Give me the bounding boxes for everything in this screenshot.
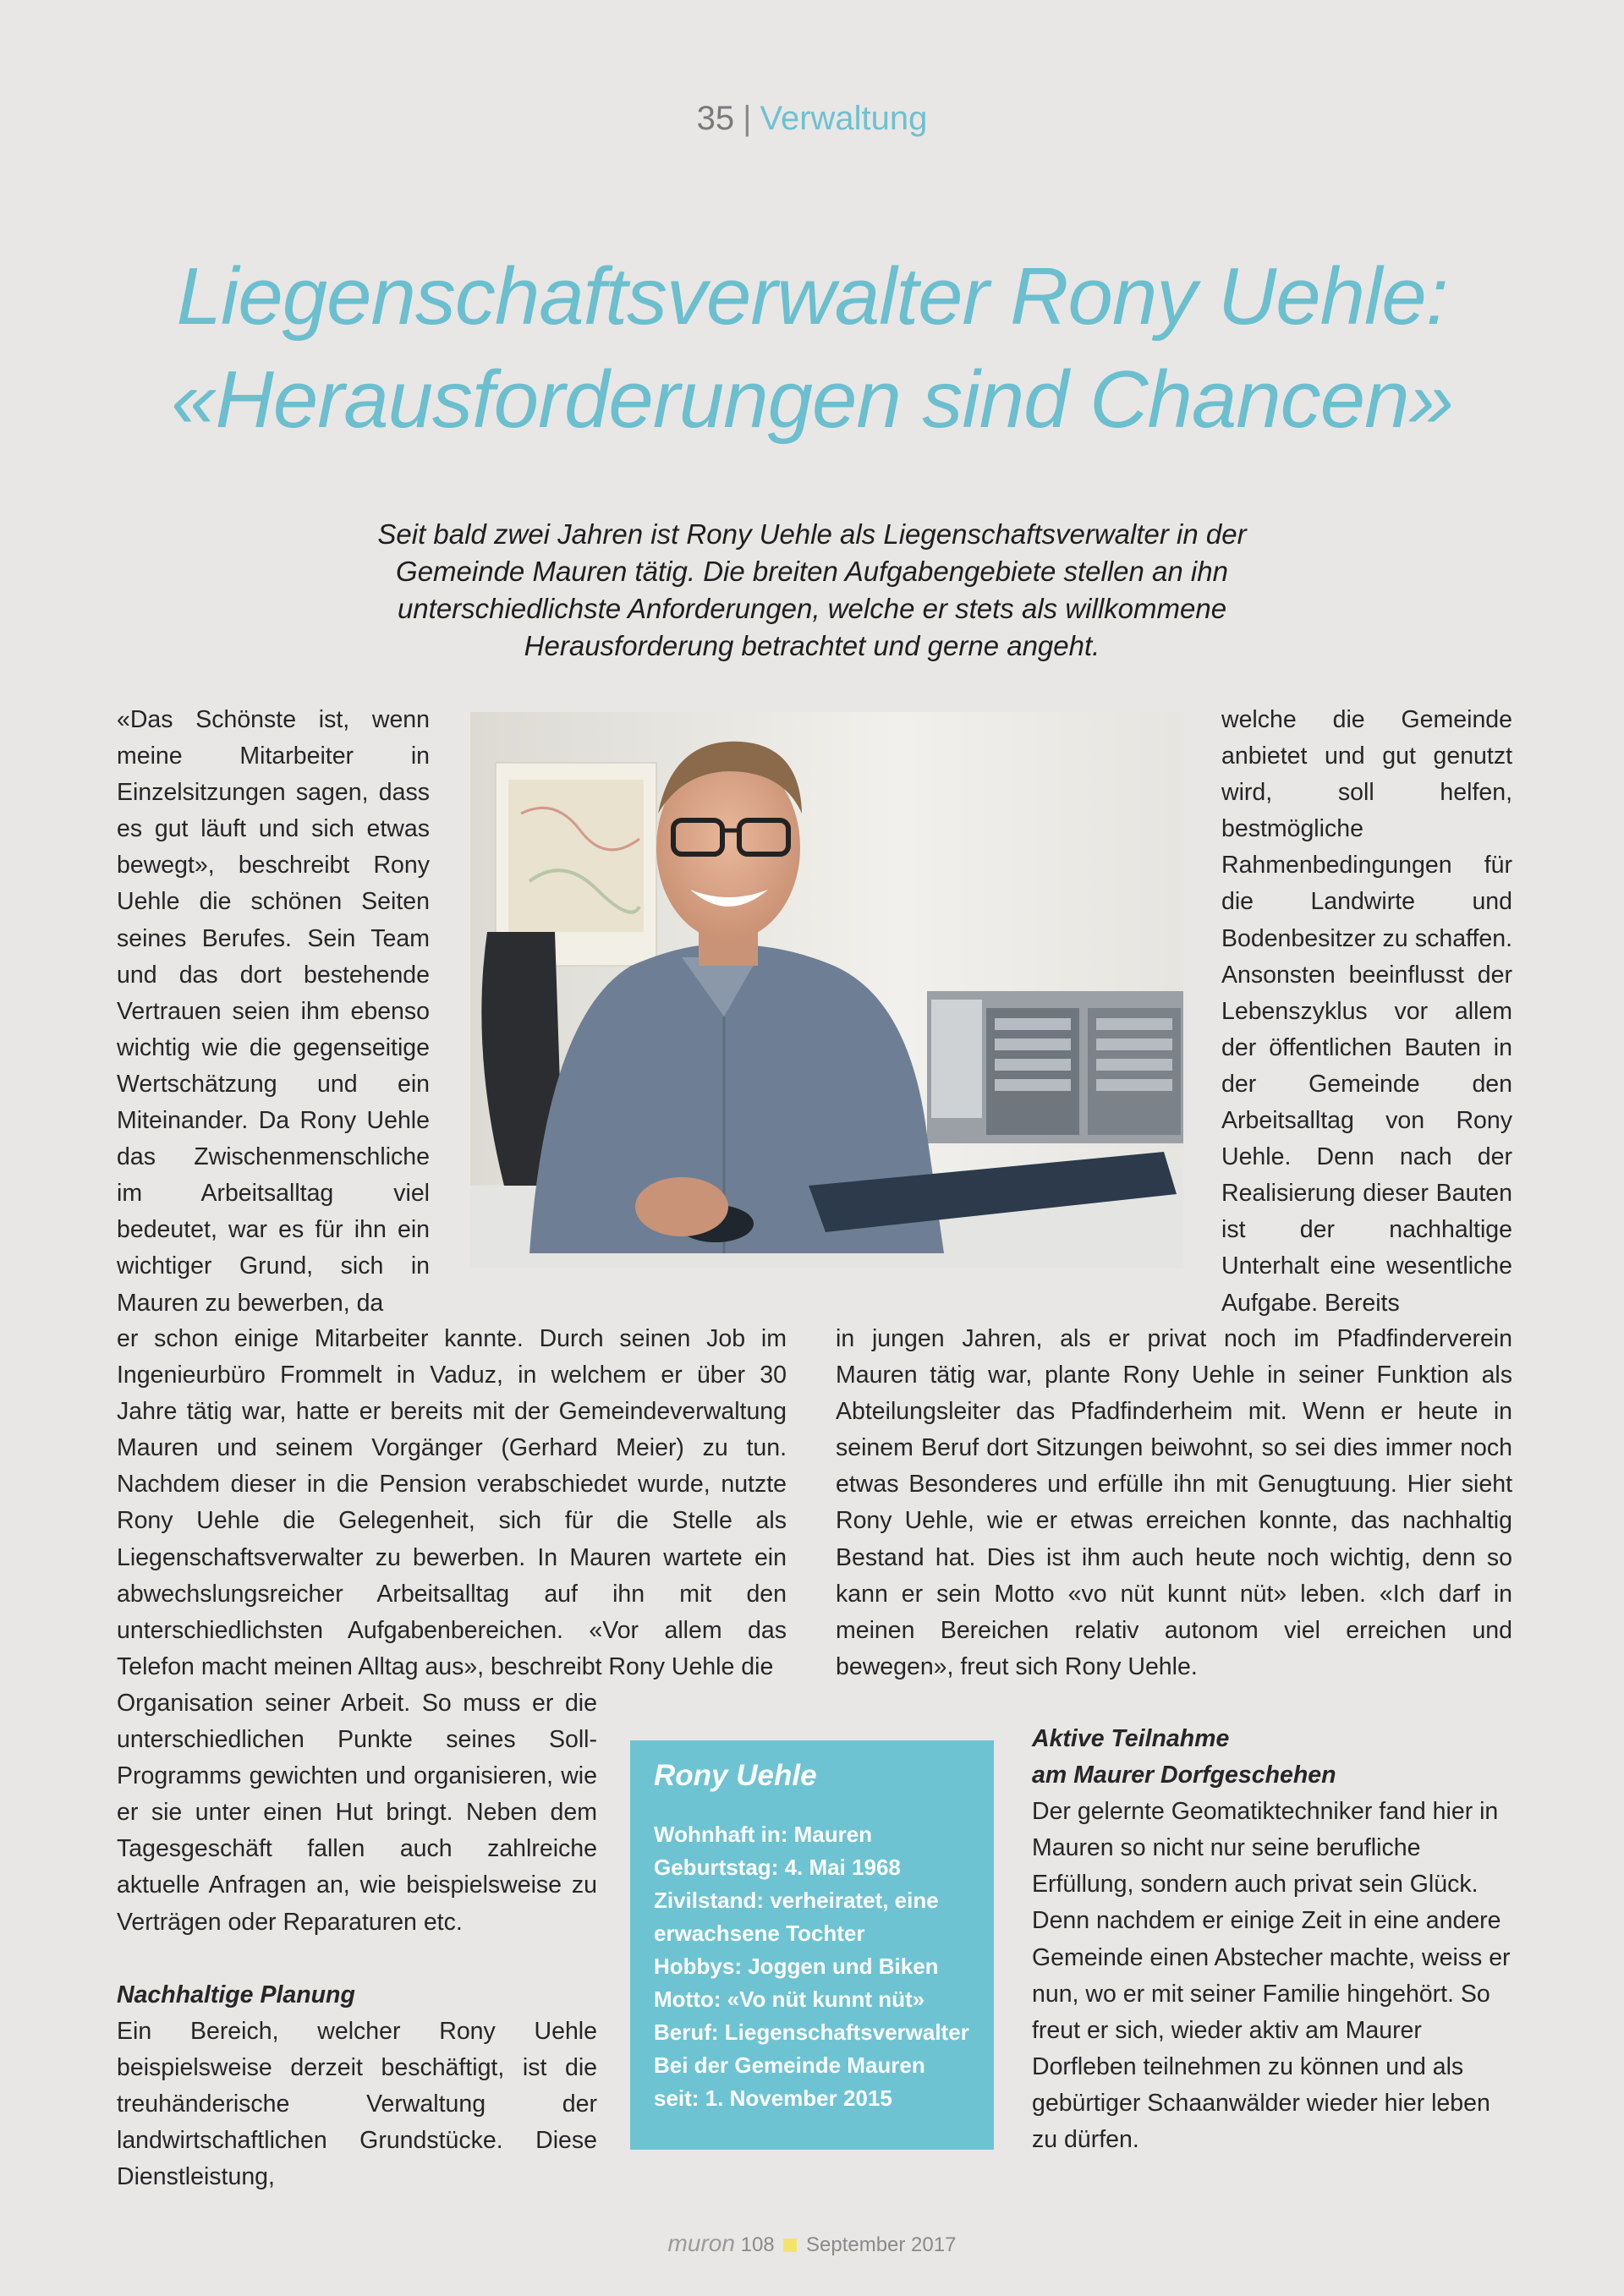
title-line-2: «Herausforderungen sind Chancen» [171, 354, 1453, 445]
article-wide-left [117, 1321, 787, 1685]
paragraph: Der gelernte Geomatiktechniker fand hier in Mauren so nicht nur seine berufliche Erfüllung, sondern auch privat sein Glück. Denn nachdem er einige Zeit in eine andere Gemeinde einen Abstecher machte, weiss er nun, wo er mit seiner Familie hingehört. So freut er sich, wieder aktiv am Maurer Dorfleben teilnehmen zu können und als gebürtiger Schaanwälder wieder hier leben zu dürfen. [1032, 1798, 1511, 2154]
article-col1-top [117, 702, 430, 1322]
article-title [85, 245, 1539, 452]
section-name: Verwaltung [760, 100, 928, 137]
title-line-1: Liegenschaftsverwalter Rony Uehle: [176, 251, 1448, 342]
header-separator: | [743, 100, 752, 137]
paragraph: in jungen Jahren, als er privat noch im Pfadfinderverein Mauren tätig war, plante Rony Uehle in seiner Funktion als Abteilungsleiter das Pfadfinderheim mit. Wenn er heute in seinem Beruf dort Sitzungen beiwohnt, so sei dies immer noch etwas Besonderes und erfülle ihn mit Genugtuung. Hier sieht Rony Uehle, wie er etwas erreichen konnte, das nachhaltig Bestand hat. Dies ist ihm auch heute noch wichtig, denn so kann er sein Motto «vo nüt kunnt nüt» leben. «Ich darf in meinen Bereichen relativ autonom viel erreichen und bewegen», freut sich Rony Uehle. [836, 1325, 1512, 1680]
portrait-photo [470, 712, 1183, 1269]
infobox-name: Rony Uehle [654, 1759, 817, 1792]
paragraph: Ein Bereich, welcher Rony Uehle beispielsweise derzeit beschäftigt, ist die treuhänderische Verwaltung der landwirtschaftlichen Grundstücke. Diese Dienstleistung, [117, 2017, 597, 2191]
subhead-planning: Nachhaltige Planung [117, 1981, 355, 2008]
infobox-line: Wohnhaft in: Mauren [654, 1822, 873, 1847]
infobox-line: Hobbys: Joggen und Biken [654, 1954, 939, 1979]
profile-infobox [630, 1740, 994, 2150]
issue-date: September 2017 [805, 2233, 957, 2256]
paragraph: er schon einige Mitarbeiter kannte. Durch seinen Job im Ingenieurbüro Frommelt in Vaduz, in welchem er über 30 Jahre tätig war, hatte er bereits mit der Gemeindeverwaltung Mauren und seinem Vorgänger (Gerhard Meier) zu tun. Nachdem dieser in die Pension verabschiedet wurde, nutzte Rony Uehle die Gelegenheit, sich für die Stelle als Liegenschaftsverwalter zu bewerben. In Mauren wartete ein abwechslungsreicher Arbeitsalltag auf ihn mit den unterschiedlichsten Aufgabenbereichen. «Vor allem das Telefon macht meinen Alltag aus», beschreibt Rony Uehle die [117, 1325, 787, 1680]
infobox-line: Bei der Gemeinde Mauren [654, 2052, 925, 2078]
paragraph: Organisation seiner Arbeit. So muss er die unterschiedlichen Punkte seines Soll-Programms gewichten und organisieren, wie er sie unter einen Hut bringt. Neben dem Tagesgeschäft fallen auch zahlreiche aktuelle Anfragen an, wie beispielsweise zu Verträgen oder Reparaturen etc. [117, 1690, 597, 1936]
issue-number: 108 [740, 2233, 775, 2256]
infobox-line: Motto: «Vo nüt kunnt nüt» [654, 1986, 925, 2012]
magazine-brand: muron [667, 2230, 735, 2256]
infobox-line: Beruf: Liegenschaftsverwalter [654, 2019, 969, 2045]
article-lead: Seit bald zwei Jahren ist Rony Uehle als Liegenschaftsverwalter in der Gemeinde Mauren tätig. Die breiten Aufgabengebiete stellen an ihn unterschiedlichste Anforderungen, welche er stets als willkommene Herausforderung betrachtet und gerne angeht. [377, 518, 1247, 661]
article-wide-right [836, 1321, 1512, 1685]
subhead-active-2: am Maurer Dorfgeschehen [1032, 1762, 1336, 1789]
paragraph: welche die Gemeinde anbietet und gut genutzt wird, soll helfen, bestmögliche Rahmenbedingungen für die Landwirte und Bodenbesitzer zu schaffen. Ansonsten beeinflusst der Lebenszyklus vor allem der öffentlichen Bauten in der Gemeinde den Arbeitsalltag von Rony Uehle. Denn nach der Realisierung dieser Bauten ist der nachhaltige Unterhalt eine wesentliche Aufgabe. Bereits [1221, 706, 1512, 1317]
subhead-active-1: Aktive Teilnahme [1032, 1725, 1230, 1752]
spacer [117, 1941, 597, 1977]
infobox-line: Zivilstand: verheiratet, eine [654, 1888, 939, 1913]
article-col3-bottom [1032, 1721, 1512, 2158]
infobox-line: erwachsene Tochter [654, 1921, 865, 1946]
footer-dot-icon [783, 2238, 797, 2252]
infobox-line: seit: 1. November 2015 [654, 2085, 892, 2111]
paragraph: «Das Schönste ist, wenn meine Mitarbeiter in Einzelsitzungen sagen, dass es gut läuft und sich etwas bewegt», beschreibt Rony Uehle die schönen Seiten seines Berufes. Sein Team und das dort bestehende Vertrauen seien ihm ebenso wichtig wie die gegenseitige Wertschätzung und ein Miteinander. Da Rony Uehle das Zwischenmenschliche im Arbeitsalltag viel bedeutet, war es für ihn ein wichtiger Grund, sich in Mauren zu bewerben, da [117, 706, 430, 1317]
article-col3-top [1221, 702, 1512, 1322]
page-header [0, 100, 1624, 138]
article-col1-bottom [117, 1685, 597, 2195]
page-footer [0, 2230, 1624, 2257]
page-number: 35 [696, 100, 735, 137]
infobox-line: Geburtstag: 4. Mai 1968 [654, 1855, 901, 1880]
